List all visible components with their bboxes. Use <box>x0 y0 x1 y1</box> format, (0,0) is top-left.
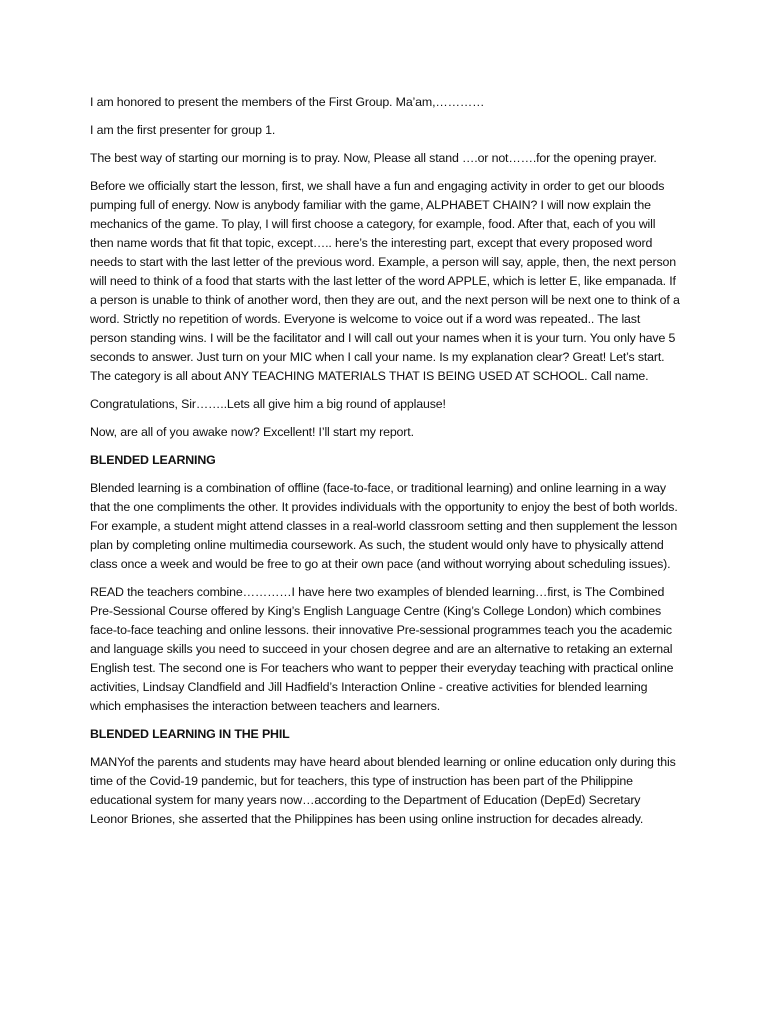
presenter-paragraph: I am the first presenter for group 1. <box>90 123 276 137</box>
activity-paragraph: Before we officially start the lesson, first, we shall have a fun and engaging activity in order to get our bloods pumping full of energy. Now is anybody familiar with the game, ALPHABET CHAIN? I will now explain the mechanics of the game. To play, I will first choose a category, for example, food. After that, each of you will then name words that fit that topic, except….. here’s the interesting part, except that every proposed word needs to start with the last letter of the previous word. Example, a person will say, apple, then, the next person will need to think of a food that starts with the last letter of the word APPLE, which is letter E, like empanada. If a person is unable to think of another word, then they are out, and the next person will be next one to think of a word. Strictly no repetition of words. Everyone is welcome to voice out if a word was repeated.. The last person standing wins. I will be the facilitator and I will call out your names when it is your turn. You only have 5 seconds to answer. Just turn on your MIC when I call your name. Is my explanation clear? Great! Let’s start. The category is all about ANY TEACHING MATERIALS THAT IS BEING USED AT SCHOOL. Call name. <box>90 179 680 383</box>
congratulations-paragraph: Congratulations, Sir……..Lets all give him a big round of applause! <box>90 397 446 411</box>
blended-learning-examples: READ the teachers combine…………I have here two examples of blended learning…first, is The Combined Pre-Sessional Course offered by King’s English Language Centre (King’s College London) which combines face-to-face teaching and online lessons. their innovative Pre-sessional programmes teach you the academic and language skills you need to succeed in your chosen degree and are an alternative to retaking an external English test. The second one is For teachers who want to pepper their everyday teaching with practical online activities, Lindsay Clandfield and Jill Hadfield’s Interaction Online - creative activities for blended learning which emphasises the interaction between teachers and learners. <box>90 585 674 713</box>
blended-learning-phil-paragraph: MANYof the parents and students may have heard about blended learning or online education only during this time of the Covid-19 pandemic, but for teachers, this type of instruction has been part of the Philippine educational system for many years now…according to the Department of Education (DepEd) Secretary Leonor Briones, she asserted that the Philippines has been using online instruction for decades already. <box>90 755 676 826</box>
report-start-paragraph: Now, are all of you awake now? Excellent! I’ll start my report. <box>90 425 414 439</box>
blended-learning-heading: BLENDED LEARNING <box>90 453 216 467</box>
blended-learning-phil-heading: BLENDED LEARNING IN THE PHIL <box>90 727 290 741</box>
intro-paragraph: I am honored to present the members of the First Group. Ma’am,………… <box>90 95 485 109</box>
document-body <box>90 93 680 838</box>
prayer-paragraph: The best way of starting our morning is to pray. Now, Please all stand ….or not…….for the opening prayer. <box>90 151 657 165</box>
blended-learning-definition: Blended learning is a combination of offline (face-to-face, or traditional learning) and online learning in a way that the one compliments the other. It provides individuals with the opportunity to enjoy the best of both worlds. For example, a student might attend classes in a real-world classroom setting and then supplement the lesson plan by completing online multimedia coursework. As such, the student would only have to physically attend class once a week and would be free to go at their own pace (and without worrying about scheduling issues). <box>90 481 678 571</box>
